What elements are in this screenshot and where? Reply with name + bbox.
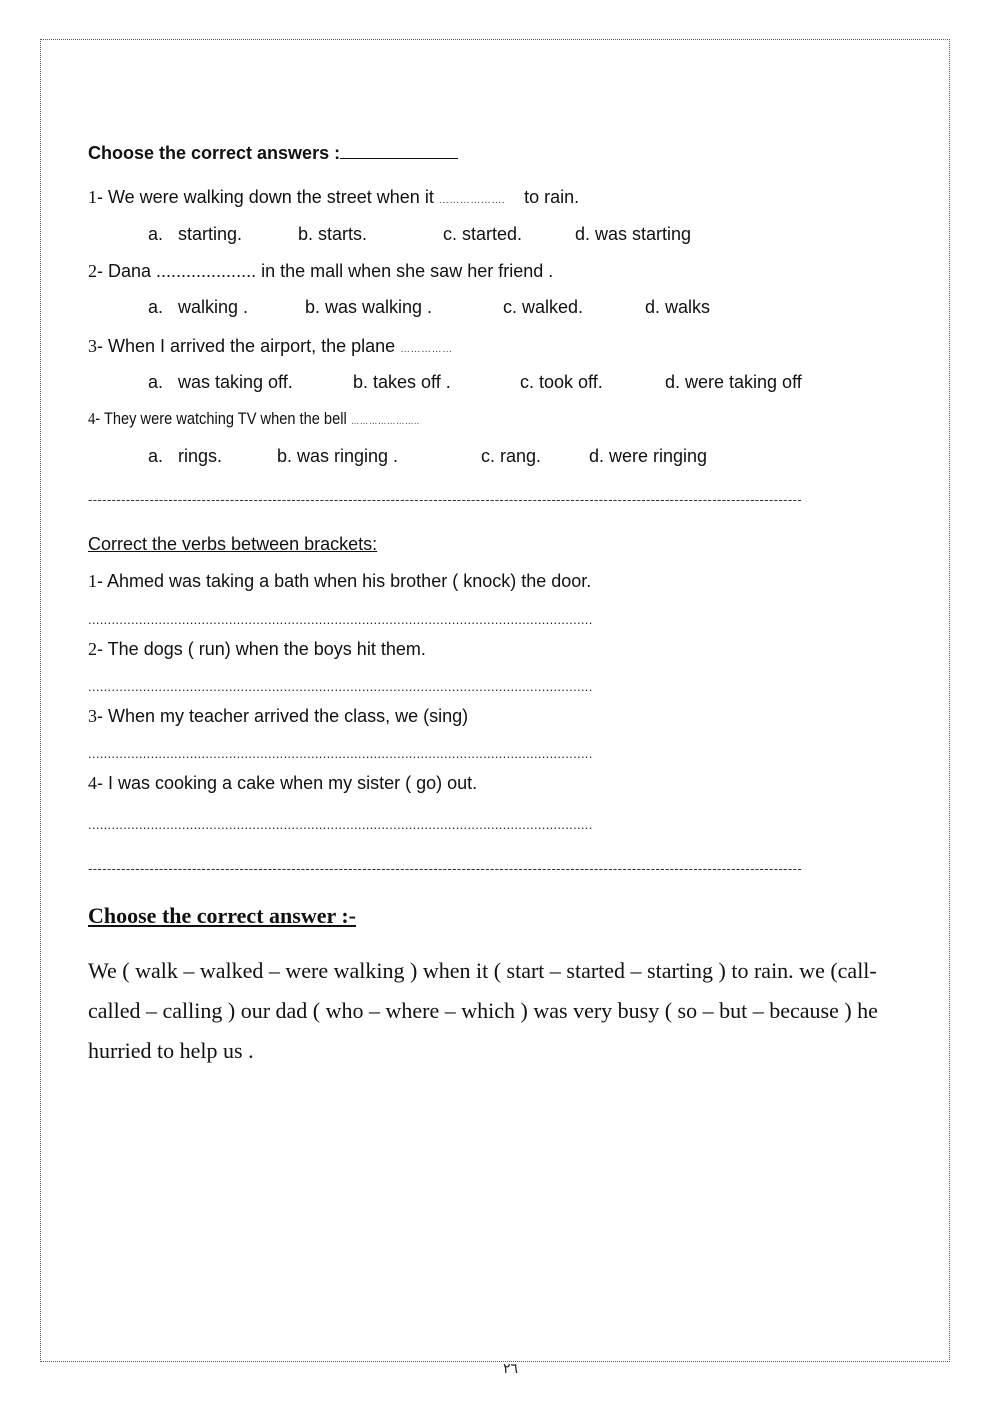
option-c: c. started. [443, 224, 523, 244]
question-text: - We were walking down the street when it [97, 187, 434, 207]
item-text: - When my teacher arrived the class, we (sing) [97, 706, 469, 726]
option-d: d. was starting [575, 224, 692, 244]
paragraph-line: called – calling ) our dad ( who – where – which ) was very busy ( so – but – because ) he [88, 998, 878, 1023]
option-b: b. was walking . [305, 297, 433, 317]
item-text: - The dogs ( run) when the boys hit them. [97, 639, 426, 659]
option-a-letter: a. [148, 224, 164, 244]
paragraph-exercise [88, 951, 933, 1071]
item-number: 2 [88, 639, 97, 659]
exercise-item-1 [88, 571, 591, 592]
item-text: - I was cooking a cake when my sister ( go) out. [97, 773, 478, 793]
option-c: c. took off. [520, 372, 603, 392]
question-text: - When I arrived the airport, the plane [97, 336, 396, 356]
exercise-item-4 [88, 773, 477, 794]
exercise-item-3 [88, 706, 468, 727]
answer-line: ................................................................................................................................. [88, 817, 593, 832]
section1-title [88, 143, 458, 164]
option-d: d. were taking off [665, 372, 802, 392]
answer-blank: …………… [400, 344, 453, 355]
option-a-letter: a. [148, 297, 164, 317]
title-underline [340, 144, 458, 159]
section2-title: Correct the verbs between brackets: [88, 534, 378, 554]
answer-line: ................................................................................................................................. [88, 612, 593, 627]
option-b: b. starts. [298, 224, 368, 244]
question-text-end: in the mall when she saw her friend . [261, 261, 554, 281]
section1-title-text: Choose the correct answers : [88, 143, 341, 163]
option-a: rings. [178, 446, 223, 466]
option-a: starting. [178, 224, 243, 244]
dashed-separator: ------------------------------------------------------------------------------------------------------------------------------------------------------- [88, 861, 803, 876]
dashed-separator: ------------------------------------------------------------------------------------------------------------------------------------------------------- [88, 492, 803, 507]
item-number: 1 [88, 571, 97, 591]
question-number: 4 [88, 409, 96, 428]
question-3 [88, 336, 453, 357]
answer-line: ................................................................................................................................. [88, 746, 593, 761]
option-d: d. walks [645, 297, 711, 317]
item-number: 4 [88, 773, 97, 793]
option-c: c. rang. [481, 446, 542, 466]
answer-blank: .................... [156, 261, 257, 281]
paragraph-line: We ( walk – walked – were walking ) when it ( start – started – starting ) to rain. we (call- [88, 958, 877, 983]
option-a-letter: a. [148, 446, 164, 466]
exercise-item-2 [88, 639, 426, 660]
option-a-letter: a. [148, 372, 164, 392]
paragraph-line: hurried to help us . [88, 1038, 254, 1063]
option-b: b. takes off . [353, 372, 451, 392]
question-number: 1 [88, 187, 97, 207]
option-a: walking . [178, 297, 249, 317]
question-number: 3 [88, 336, 97, 356]
page-number: ٢٦ [503, 1360, 519, 1376]
question-text: - Dana [97, 261, 152, 281]
question-4 [88, 409, 420, 429]
option-a: was taking off. [178, 372, 293, 392]
question-2 [88, 261, 553, 282]
answer-line: ................................................................................................................................. [88, 679, 593, 694]
question-text-end: to rain. [524, 187, 580, 207]
item-text: - Ahmed was taking a bath when his brother ( knock) the door. [97, 571, 592, 591]
question-number: 2 [88, 261, 97, 281]
option-d: d. were ringing [589, 446, 708, 466]
section3-title: Choose the correct answer :- [88, 903, 356, 928]
answer-blank: ………………. [438, 195, 506, 206]
item-number: 3 [88, 706, 97, 726]
question-1 [88, 187, 579, 208]
option-c: c. walked. [503, 297, 584, 317]
question-text: - They were watching TV when the bell [95, 409, 347, 428]
option-b: b. was ringing . [277, 446, 399, 466]
answer-blank: ………………….. [350, 416, 420, 427]
